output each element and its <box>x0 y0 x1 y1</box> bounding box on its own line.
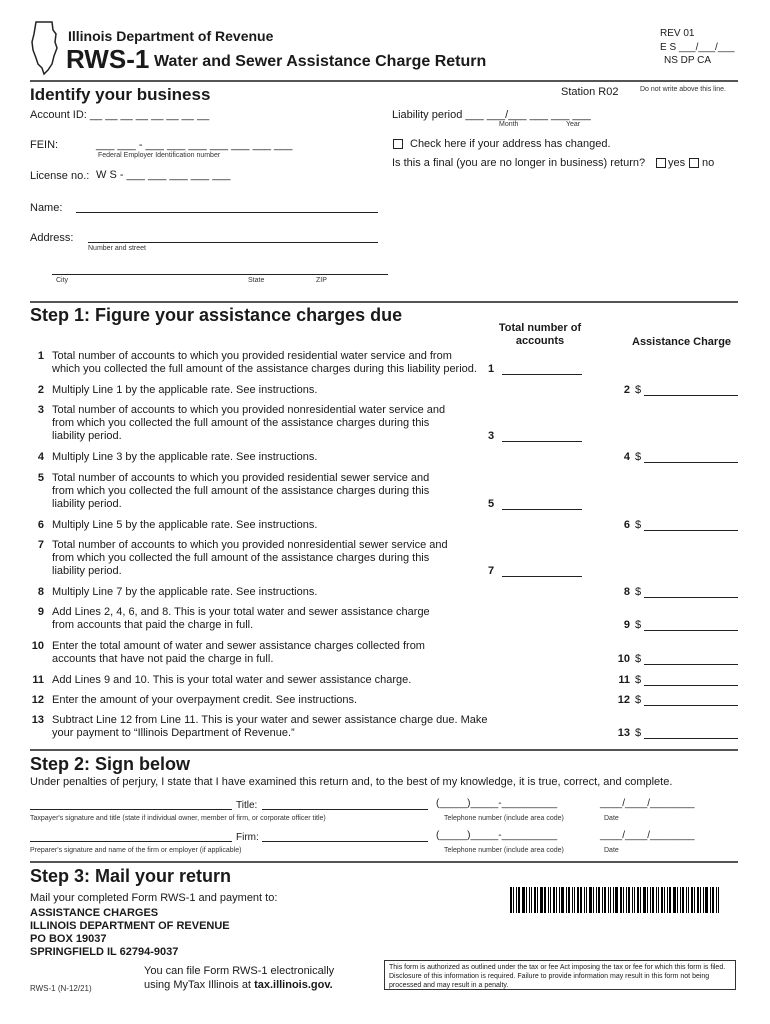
line-9-number: 9 <box>37 606 44 618</box>
line-6-dollar-sign: $ <box>635 519 642 531</box>
barcode-bar <box>548 887 549 913</box>
line-4-amount-input[interactable] <box>644 452 738 463</box>
barcode-bar <box>589 887 592 913</box>
month-caption: Month <box>499 121 519 128</box>
address-label: Address: <box>30 232 74 244</box>
preparer-phone-field[interactable]: (_____)_____-__________ <box>436 830 558 841</box>
line-6-text: Multiply Line 5 by the applicable rate. See instructions. <box>52 519 318 531</box>
efile-note-line1: You can file Form RWS-1 electronically <box>144 965 335 977</box>
line-7-text: Total number of accounts to which you provided nonresidential sewer service and from which you collected the full amount of the assistance charges during this liability period. <box>52 539 448 577</box>
license-label: License no.: <box>30 170 90 182</box>
preparer-date-field[interactable]: ____/____/________ <box>600 830 695 841</box>
barcode-bar <box>652 887 654 913</box>
office-codes-line2: NS DP CA <box>664 55 712 66</box>
barcode-bar <box>716 887 717 913</box>
barcode-bar <box>673 887 676 913</box>
disclosure-notice: This form is authorized as outlined under the tax or fee Act imposing the tax or fee for which this form is filed. Disclosure of this information is required. Failure to provide information may result in this form not being processed and may result in a penalty. <box>384 960 736 990</box>
city-caption: City <box>56 277 69 284</box>
step3-rule <box>30 861 738 863</box>
office-codes-line1: E S ___/___/___ <box>660 42 735 53</box>
liability-period-field[interactable]: Liability period ___ ___/___ ___ ___ ___ <box>392 109 591 121</box>
line-6-amount-input[interactable] <box>644 520 738 531</box>
barcode-bar <box>586 887 587 913</box>
barcode <box>510 887 738 913</box>
line-1-number: 1 <box>37 350 44 362</box>
barcode-bar <box>604 887 606 913</box>
barcode-bar <box>620 887 622 913</box>
barcode-bar <box>703 887 704 913</box>
rev-code: REV 01 <box>660 28 695 39</box>
barcode-bar <box>661 887 663 913</box>
barcode-bar <box>656 887 657 913</box>
state-caption: State <box>248 277 265 284</box>
fein-label: FEIN: <box>30 139 59 151</box>
line-4-number: 4 <box>37 451 44 463</box>
barcode-bar <box>540 887 543 913</box>
barcode-bar <box>596 887 597 913</box>
line-2-number: 2 <box>37 384 44 396</box>
address-changed-label: Check here if your address has changed. <box>410 138 611 150</box>
barcode-bar <box>518 887 520 913</box>
fein-field[interactable]: ___ ___ - ___ ___ ___ ___ ___ ___ ___ <box>96 139 293 151</box>
barcode-bar <box>544 887 546 913</box>
line-8-dollar-sign: $ <box>635 586 642 598</box>
form-id: RWS-1 <box>66 44 150 74</box>
barcode-bar <box>712 887 714 913</box>
taxpayer-date-caption: Date <box>604 815 619 822</box>
barcode-bar <box>574 887 575 913</box>
mailing-address-line1: ASSISTANCE CHARGES <box>30 907 159 919</box>
line-12-ref: 12 <box>617 694 630 706</box>
final-return-no-checkbox[interactable] <box>689 158 699 168</box>
line-11-dollar-sign: $ <box>635 674 642 686</box>
barcode-bar <box>580 887 582 913</box>
station-code: Station R02 <box>561 86 619 98</box>
taxpayer-phone-caption: Telephone number (include area code) <box>444 815 564 822</box>
barcode-bar <box>640 887 641 913</box>
barcode-bar <box>694 887 695 913</box>
title-label: Title: <box>236 800 258 811</box>
line-13-amount-input[interactable] <box>644 728 738 739</box>
barcode-bar <box>667 887 668 913</box>
line-13-text: Subtract Line 12 from Line 11. This is your water and sewer assistance charge due. Make your payment to “Illinois Department of Revenue.” <box>52 714 488 739</box>
final-return-yes-label: yes <box>668 157 686 169</box>
step1-rule <box>30 301 738 303</box>
line-10-number: 10 <box>31 640 44 652</box>
barcode-bar <box>584 887 585 913</box>
line-3-text: Total number of accounts to which you provided nonresidential water service and from which you collected the full amount of the assistance charges during this liability period. <box>52 404 446 442</box>
line-13-number: 13 <box>31 714 44 726</box>
barcode-bar <box>593 887 594 913</box>
address-changed-checkbox[interactable] <box>393 139 403 149</box>
barcode-bar <box>531 887 532 913</box>
barcode-bar <box>529 887 530 913</box>
fein-caption: Federal Employer Identification number <box>98 152 221 159</box>
line-10-text: Enter the total amount of water and sewer assistance charges collected from accounts that have not paid the charge in full. <box>52 640 425 665</box>
line-9-amount-input[interactable] <box>644 620 738 631</box>
barcode-bar <box>691 887 693 913</box>
barcode-bar <box>677 887 678 913</box>
firm-label: Firm: <box>236 832 259 843</box>
barcode-bar <box>718 887 719 913</box>
step1-heading: Step 1: Figure your assistance charges due <box>30 305 403 325</box>
line-1-text: Total number of accounts to which you provided residential water service and from which you collected the full amount of the assistance charges during this liability period. <box>52 350 477 375</box>
barcode-bar <box>568 887 570 913</box>
line-5-text: Total number of accounts to which you provided residential sewer service and from which you collected the full amount of the assistance charges during this liability period. <box>52 472 430 510</box>
line-9-dollar-sign: $ <box>635 619 642 631</box>
taxpayer-date-field[interactable]: ____/____/________ <box>600 798 695 809</box>
barcode-bar <box>553 887 555 913</box>
barcode-bar <box>688 887 689 913</box>
license-field[interactable]: W S - ___ ___ ___ ___ ___ <box>96 169 231 181</box>
final-return-no-label: no <box>702 157 715 169</box>
barcode-bar <box>608 887 609 913</box>
taxpayer-signature-caption: Taxpayer's signature and title (state if individual owner, member of firm, or corporate officer title) <box>30 815 326 822</box>
barcode-bar <box>647 887 648 913</box>
barcode-bar <box>556 887 557 913</box>
line-12-dollar-sign: $ <box>635 694 642 706</box>
line-1-accounts-input[interactable] <box>502 364 582 375</box>
barcode-bar <box>632 887 633 913</box>
account-id-field[interactable]: Account ID: __ __ __ __ __ __ __ __ <box>30 109 210 121</box>
efile-note-line2 <box>144 979 333 991</box>
line-5-ref: 5 <box>488 498 495 510</box>
line-9-ref: 9 <box>623 619 630 631</box>
header-rule <box>30 80 738 82</box>
line-6-number: 6 <box>37 519 44 531</box>
barcode-bar <box>658 887 659 913</box>
barcode-bar <box>682 887 684 913</box>
barcode-bar <box>710 887 711 913</box>
line-8-amount-input[interactable] <box>644 587 738 598</box>
barcode-bar <box>610 887 611 913</box>
barcode-bar <box>559 887 560 913</box>
line-7-accounts-input[interactable] <box>502 566 582 577</box>
line-2-ref: 2 <box>623 384 630 396</box>
step2-rule <box>30 749 738 751</box>
barcode-bar <box>637 887 639 913</box>
mailing-address-line2: ILLINOIS DEPARTMENT OF REVENUE <box>30 920 230 932</box>
preparer-signature-caption: Preparer's signature and name of the firm or employer (if applicable) <box>30 847 242 854</box>
identify-heading: Identify your business <box>30 85 211 104</box>
barcode-bar <box>623 887 624 913</box>
line-9-text: Add Lines 2, 4, 6, and 8. This is your total water and sewer assistance charge from accounts that paid the charge in full. <box>52 606 430 631</box>
street-field[interactable] <box>88 232 378 243</box>
line-11-number: 11 <box>32 674 44 686</box>
agency-name: Illinois Department of Revenue <box>68 28 274 44</box>
line-8-ref: 8 <box>623 586 630 598</box>
line-8-number: 8 <box>37 586 44 598</box>
barcode-bar <box>705 887 708 913</box>
barcode-bar <box>615 887 618 913</box>
line-13-ref: 13 <box>617 727 630 739</box>
barcode-bar <box>566 887 567 913</box>
barcode-bar <box>626 887 627 913</box>
preparer-phone-caption: Telephone number (include area code) <box>444 847 564 854</box>
title-field[interactable] <box>262 799 428 810</box>
barcode-bar <box>550 887 551 913</box>
preparer-date-caption: Date <box>604 847 619 854</box>
mytax-link[interactable]: tax.illinois.gov. <box>254 979 333 991</box>
barcode-bar <box>561 887 564 913</box>
efile-note-prefix: using MyTax Illinois at <box>144 979 251 991</box>
line-3-ref: 3 <box>488 430 495 442</box>
line-2-dollar-sign: $ <box>635 384 642 396</box>
line-5-number: 5 <box>37 472 44 484</box>
line-7-ref: 7 <box>488 565 495 577</box>
barcode-bar <box>602 887 603 913</box>
barcode-bar <box>643 887 646 913</box>
barcode-bar <box>510 887 512 913</box>
mailing-address-line4: SPRINGFIELD IL 62794-9037 <box>30 946 179 958</box>
preparer-signature-field[interactable] <box>30 831 232 842</box>
line-4-ref: 4 <box>623 451 630 463</box>
line-12-number: 12 <box>31 694 44 706</box>
barcode-bar <box>613 887 614 913</box>
form-revision: RWS-1 (N-12/21) <box>30 984 92 993</box>
barcode-bar <box>697 887 699 913</box>
name-field[interactable] <box>76 202 378 213</box>
line-12-amount-input[interactable] <box>644 695 738 706</box>
line-11-text: Add Lines 9 and 10. This is your total water and sewer assistance charge. <box>52 674 412 686</box>
line-11-ref: 11 <box>618 674 630 686</box>
accounts-column-header: Total number of accounts <box>498 322 582 347</box>
barcode-bar <box>577 887 579 913</box>
form-title: Water and Sewer Assistance Charge Return <box>154 53 487 70</box>
do-not-write-note: Do not write above this line. <box>640 86 726 93</box>
barcode-bar <box>628 887 630 913</box>
zip-caption: ZIP <box>316 277 327 284</box>
step3-heading: Step 3: Mail your return <box>30 866 232 886</box>
line-2-amount-input[interactable] <box>644 385 738 396</box>
line-2-text: Multiply Line 1 by the applicable rate. See instructions. <box>52 384 318 396</box>
barcode-bar <box>572 887 573 913</box>
barcode-bar <box>516 887 517 913</box>
line-12-text: Enter the amount of your overpayment credit. See instructions. <box>52 694 358 706</box>
year-caption: Year <box>566 121 581 128</box>
line-10-dollar-sign: $ <box>635 653 642 665</box>
perjury-statement: Under penalties of perjury, I state that I have examined this return and, to the best of my knowledge, it is true, correct, and complete. <box>30 776 673 788</box>
barcode-bar <box>686 887 687 913</box>
barcode-bar <box>680 887 681 913</box>
taxpayer-signature-field[interactable] <box>30 799 232 810</box>
taxpayer-phone-field[interactable]: (_____)_____-__________ <box>436 798 558 809</box>
barcode-bar <box>598 887 600 913</box>
mail-instructions: Mail your completed Form RWS-1 and payment to: <box>30 892 278 904</box>
final-return-yes-checkbox[interactable] <box>656 158 666 168</box>
line-10-ref: 10 <box>617 653 630 665</box>
step2-heading: Step 2: Sign below <box>30 754 191 774</box>
line-4-text: Multiply Line 3 by the applicable rate. See instructions. <box>52 451 318 463</box>
illinois-state-outline-icon <box>30 20 60 76</box>
line-10-amount-input[interactable] <box>644 654 738 665</box>
line-13-dollar-sign: $ <box>635 727 642 739</box>
line-5-accounts-input[interactable] <box>502 499 582 510</box>
barcode-bar <box>634 887 635 913</box>
street-caption: Number and street <box>88 245 146 252</box>
line-8-text: Multiply Line 7 by the applicable rate. See instructions. <box>52 586 318 598</box>
barcode-bar <box>526 887 527 913</box>
firm-field[interactable] <box>262 831 428 842</box>
line-4-dollar-sign: $ <box>635 451 642 463</box>
barcode-bar <box>522 887 525 913</box>
line-3-accounts-input[interactable] <box>502 431 582 442</box>
barcode-bar <box>534 887 536 913</box>
line-7-number: 7 <box>37 539 44 551</box>
line-1-ref: 1 <box>488 363 495 375</box>
barcode-bar <box>700 887 701 913</box>
city-state-zip-field[interactable] <box>52 264 388 275</box>
barcode-bar <box>650 887 651 913</box>
barcode-bar <box>537 887 538 913</box>
final-return-question: Is this a final (you are no longer in business) return? <box>392 157 646 169</box>
line-3-number: 3 <box>37 404 44 416</box>
barcode-bar <box>513 887 514 913</box>
line-6-ref: 6 <box>623 519 630 531</box>
name-label: Name: <box>30 202 63 214</box>
mailing-address-line3: PO BOX 19037 <box>30 933 107 945</box>
charge-column-header: Assistance Charge <box>632 336 732 348</box>
barcode-bar <box>664 887 665 913</box>
line-11-amount-input[interactable] <box>644 675 738 686</box>
barcode-bar <box>669 887 671 913</box>
